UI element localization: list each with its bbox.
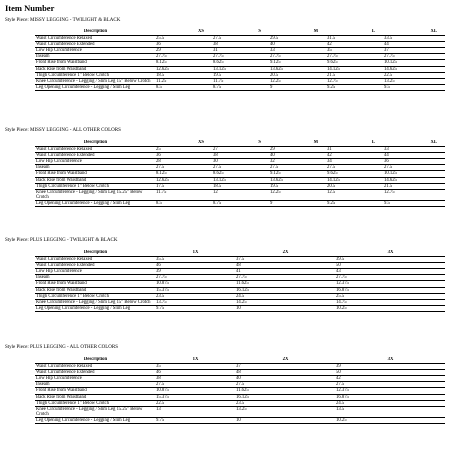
column-header: Description [35,140,155,147]
cell-value: 14.625 [384,66,397,72]
cell-value: 14.75 [336,299,347,305]
size-chart-table [35,140,445,207]
column-header: 2X [235,357,335,364]
table-row [35,189,445,200]
column-header: Description [35,250,155,257]
style-piece-label: Style Piece: MISSY LEGGING - ALL OTHER COLORS [5,128,121,133]
cell-value: 13.125 [213,66,226,72]
cell-value: 9.125 [270,60,281,66]
column-header: L [326,140,383,147]
column-header: 1X [155,357,235,364]
cell-value: 27.5 [236,382,245,388]
cell-value: 29 [156,48,161,54]
cell-value: 40 [270,153,275,159]
cell-value: 27.5 [213,36,222,42]
cell-value: 18.5 [213,183,222,189]
row-label: Knee Circumference - Legging / Slim Leg 15" Below Crotch [36,299,151,305]
table-header-row [35,357,445,364]
cell-value: 29.5 [270,36,279,42]
cell-value: 20.5 [327,183,336,189]
cell-value: 10 [236,417,241,423]
cell-value: 27 [213,147,218,153]
cell-value: 19.5 [213,72,222,78]
cell-value: 21.5 [384,183,393,189]
row-label: Inseam [36,275,50,281]
cell-value: 10.125 [384,171,397,177]
cell-value: 11.25 [156,78,167,84]
row-label: Inseam [36,165,50,171]
cell-value: 14.25 [236,299,247,305]
table-row [35,417,445,423]
cell-value: 27.75 [236,275,247,281]
cell-value: 35.5 [156,257,165,263]
cell-value: 27.75 [213,54,224,60]
cell-value: 39.5 [336,257,345,263]
cell-value: 27.75 [336,275,347,281]
row-label: Leg Opening Circumference - Legging / Slim Leg [36,417,131,423]
cell-value: 10.125 [384,60,397,66]
cell-value: 50 [336,263,341,269]
cell-value: 12.25 [270,78,281,84]
column-header: M [269,29,326,36]
cell-value: 8.625 [213,60,224,66]
cell-value: 9.5 [384,84,390,90]
row-label: Front Rise from Waistband [36,388,87,394]
page-title: Item Number [5,3,55,13]
cell-value: 14.125 [327,177,340,183]
cell-value: 13.625 [270,66,283,72]
row-label: Waist Circumference Relaxed [36,147,93,153]
column-header: 3X [335,250,445,257]
column-header: L [326,29,383,36]
cell-value: 12.75 [327,78,338,84]
column-header: XS [155,140,212,147]
cell-value: 9.25 [327,200,336,206]
cell-value: 9.75 [156,417,165,423]
cell-value: 15.375 [156,394,169,400]
cell-value: 42 [327,42,332,48]
row-label: Waist Circumference Extended [36,370,95,376]
row-label: Low Hip Circumference [36,159,82,165]
cell-value: 27.75 [156,275,167,281]
cell-value: 8.75 [213,84,222,90]
cell-value: 9 [270,200,273,206]
cell-value: 13.75 [156,299,167,305]
cell-value: 9.625 [327,60,338,66]
cell-value: 11.625 [236,281,249,287]
column-header: 2X [235,250,335,257]
cell-value: 39 [336,364,341,370]
cell-value: 15.375 [156,287,169,293]
cell-value: 8.625 [213,171,224,177]
column-header: XS [155,29,212,36]
cell-value: 10.875 [156,281,169,287]
cell-value: 12.375 [336,388,349,394]
size-chart-table [35,250,445,312]
cell-value: 37.5 [236,257,245,263]
row-label: Leg Opening Circumference - Legging / Slim Leg [36,305,131,311]
cell-value: 8.125 [156,60,167,66]
cell-value: 22.5 [384,72,393,78]
row-label: Leg Opening Circumference - Legging / Slim Leg [36,84,131,90]
cell-value: 9.125 [270,171,281,177]
cell-value: 9.625 [327,171,338,177]
cell-value: 27.5 [336,382,345,388]
cell-value: 9.75 [156,305,165,311]
cell-value: 22.5 [156,400,165,406]
row-label: Knee Circumference - Legging / Slim Leg 15.25" Below Crotch [36,189,143,200]
size-chart-table [35,357,445,424]
cell-value: 27.75 [156,54,167,60]
row-label: Waist Circumference Extended [36,153,95,159]
cell-value: 32 [270,159,275,165]
cell-value: 34 [327,159,332,165]
table-row [35,305,445,311]
cell-value: 8.5 [156,200,162,206]
cell-value: 38 [213,153,218,159]
row-label: Inseam [36,382,50,388]
style-piece-label: Style Piece: PLUS LEGGING - ALL OTHER COLORS [5,345,119,350]
table-header-row [35,250,445,257]
row-label: Leg Opening Circumference - Legging / Slim Leg [36,200,131,206]
cell-value: 33 [384,147,389,153]
cell-value: 41 [236,269,241,275]
cell-value: 27.5 [156,165,165,171]
row-label: Waist Circumference Relaxed [36,364,93,370]
cell-value: 21.5 [327,72,336,78]
column-header: S [212,29,269,36]
cell-value: 35 [327,48,332,54]
cell-value: 33.5 [384,36,393,42]
row-label: Front Rise from Waistband [36,171,87,177]
row-label: Low Hip Circumference [36,269,82,275]
cell-value: 27.5 [156,382,165,388]
cell-value: 33 [270,48,275,54]
size-chart-table [35,29,445,91]
cell-value: 24.5 [336,400,345,406]
cell-value: 50 [336,370,341,376]
cell-value: 11.75 [213,78,224,84]
cell-value: 20.5 [270,72,279,78]
cell-value: 10.875 [156,388,169,394]
row-label: Knee Circumference - Legging / Slim Leg 15" Below Crotch [36,78,151,84]
cell-value: 16.125 [236,394,249,400]
cell-value: 17.5 [156,183,165,189]
cell-value: 12.625 [156,177,169,183]
cell-value: 24.5 [236,293,245,299]
column-header: XL [383,140,445,147]
cell-value: 29 [270,147,275,153]
cell-value: 10 [236,305,241,311]
cell-value: 11.75 [156,189,167,195]
cell-value: 27.75 [327,54,338,60]
cell-value: 27.5 [327,165,336,171]
column-header: S [212,140,269,147]
row-label: Low Hip Circumference [36,376,82,382]
cell-value: 37 [384,48,389,54]
cell-value: 35 [156,364,161,370]
cell-value: 43 [336,269,341,275]
column-header: XL [383,29,445,36]
row-label: Inseam [36,54,50,60]
cell-value: 36 [156,153,161,159]
cell-value: 9 [270,84,273,90]
cell-value: 18.5 [156,72,165,78]
cell-value: 12.5 [327,189,336,195]
cell-value: 27.75 [384,54,395,60]
row-label: Knee Circumference - Legging / Slim Leg 15.25" Below Crotch [36,406,143,417]
row-label: Waist Circumference Relaxed [36,36,93,42]
cell-value: 48 [236,263,241,269]
cell-value: 42 [336,376,341,382]
table-header-row [35,140,445,147]
row-label: Front Rise from Waistband [36,60,87,66]
row-label: Thigh Circumference 1" Below Crotch [36,400,109,406]
cell-value: 13.125 [213,177,226,183]
cell-value: 14.125 [327,66,340,72]
cell-value: 10.25 [336,417,347,423]
cell-value: 27.5 [213,165,222,171]
row-label: Front Rise from Waistband [36,281,87,287]
cell-value: 31.5 [327,36,336,42]
cell-value: 10.25 [336,305,347,311]
row-label: Waist Circumference Extended [36,42,95,48]
cell-value: 14.625 [384,177,397,183]
cell-value: 9.25 [327,84,336,90]
cell-value: 46 [156,263,161,269]
cell-value: 16.875 [336,394,349,400]
cell-value: 25.5 [336,293,345,299]
style-piece-label: Style Piece: MISSY LEGGING - TWILIGHT & BLACK [5,18,121,23]
row-label: Thigh Circumference 1" Below Crotch [36,183,109,189]
cell-value: 12.375 [336,281,349,287]
cell-value: 36 [384,159,389,165]
cell-value: 12.625 [156,66,169,72]
cell-value: 38 [156,376,161,382]
cell-value: 16.875 [336,287,349,293]
row-label: Thigh Circumference 1" Below Crotch [36,72,109,78]
table-row [35,84,445,90]
cell-value: 48 [236,370,241,376]
cell-value: 16.125 [236,287,249,293]
column-header: Description [35,29,155,36]
cell-value: 13.625 [270,177,283,183]
cell-value: 8.125 [156,171,167,177]
cell-value: 13.25 [384,78,395,84]
cell-value: 42 [327,153,332,159]
cell-value: 12.25 [270,189,281,195]
column-header: 3X [335,357,445,364]
table-row [35,200,445,206]
cell-value: 40 [270,42,275,48]
row-label: Back Rise from Waistband [36,394,87,400]
cell-value: 44 [384,42,389,48]
row-label: Low Hip Circumference [36,48,82,54]
cell-value: 19.5 [270,183,279,189]
cell-value: 28 [156,159,161,165]
row-label: Back Rise from Waistband [36,177,87,183]
cell-value: 27.5 [384,165,393,171]
cell-value: 13 [156,406,161,412]
cell-value: 27.75 [270,54,281,60]
cell-value: 13.25 [236,406,247,412]
table-row [35,406,445,417]
cell-value: 8.75 [213,200,222,206]
cell-value: 8.5 [156,84,162,90]
column-header: 1X [155,250,235,257]
row-label: Back Rise from Waistband [36,66,87,72]
table-header-row [35,29,445,36]
style-piece-label: Style Piece: PLUS LEGGING - TWILIGHT & BLACK [5,238,118,243]
cell-value: 27.5 [270,165,279,171]
cell-value: 31 [327,147,332,153]
cell-value: 11.625 [236,388,249,394]
cell-value: 23.5 [156,293,165,299]
cell-value: 13.5 [336,406,345,412]
cell-value: 12 [213,189,218,195]
cell-value: 9.5 [384,200,390,206]
cell-value: 31 [213,48,218,54]
cell-value: 25 [156,147,161,153]
row-label: Back Rise from Waistband [36,287,87,293]
cell-value: 23.5 [236,400,245,406]
cell-value: 25.5 [156,36,165,42]
cell-value: 40 [236,376,241,382]
cell-value: 38 [213,42,218,48]
cell-value: 44 [384,153,389,159]
column-header: Description [35,357,155,364]
row-label: Thigh Circumference 1" Below Crotch [36,293,109,299]
row-label: Waist Circumference Extended [36,263,95,269]
column-header: M [269,140,326,147]
row-label: Waist Circumference Relaxed [36,257,93,263]
cell-value: 46 [156,370,161,376]
cell-value: 37 [236,364,241,370]
cell-value: 12.75 [384,189,395,195]
cell-value: 36 [156,42,161,48]
cell-value: 39 [156,269,161,275]
cell-value: 30 [213,159,218,165]
